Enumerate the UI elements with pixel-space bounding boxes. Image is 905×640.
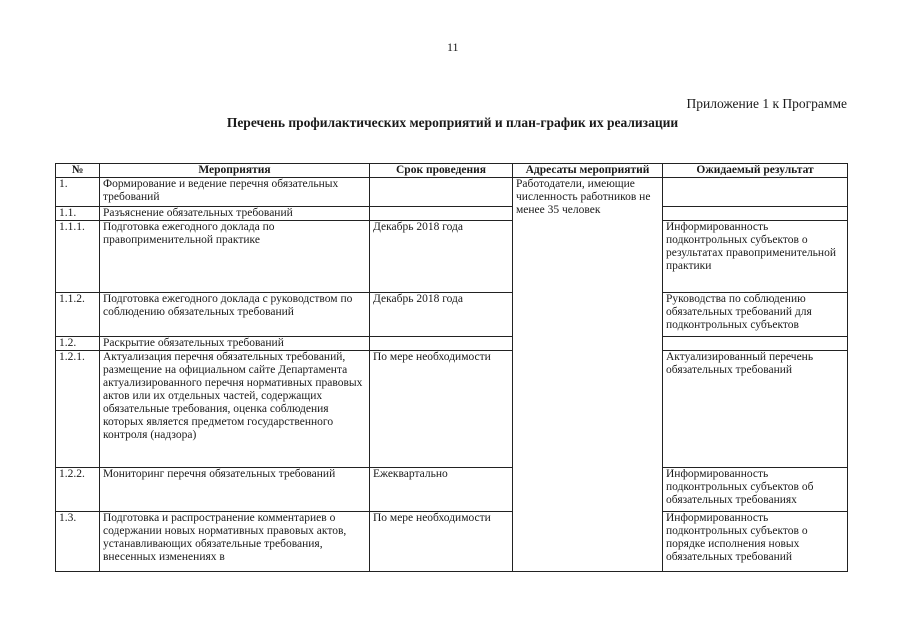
- row-activity: Подготовка ежегодного доклада по правоприменительной практике: [100, 221, 370, 293]
- row-addressees: Работодатели, имеющие численность работников не менее 35 человек: [513, 178, 663, 572]
- table-row: [56, 293, 848, 337]
- header-activity: Мероприятия: [100, 164, 370, 178]
- row-activity: Формирование и ведение перечня обязательных требований: [100, 178, 370, 207]
- table-row: [56, 351, 848, 468]
- row-result: Информированность подконтрольных субъектов об обязательных требованиях: [663, 468, 848, 512]
- row-result: Информированность подконтрольных субъектов о порядке исполнения новых обязательных требований: [663, 512, 848, 572]
- row-activity: Подготовка ежегодного доклада с руководством по соблюдению обязательных требований: [100, 293, 370, 337]
- row-activity: Разъяснение обязательных требований: [100, 207, 370, 221]
- row-number: 1.1.1.: [56, 221, 100, 293]
- row-activity: Актуализация перечня обязательных требований, размещение на официальном сайте Департамента актуализированного перечня нормативных правовых актов или их отдельных частей, содержащих обязательные требования, оценка соблюдения которых является предметом государственного контроля (надзора): [100, 351, 370, 468]
- row-term: [370, 337, 513, 351]
- table-row: [56, 207, 848, 221]
- row-number: 1.: [56, 178, 100, 207]
- table-row: [56, 337, 848, 351]
- table-row: [56, 512, 848, 572]
- row-term: По мере необходимости: [370, 512, 513, 572]
- appendix-label: Приложение 1 к Программе: [686, 96, 847, 111]
- row-result: [663, 207, 848, 221]
- page-number: 11: [447, 40, 459, 54]
- row-term: [370, 207, 513, 221]
- row-number: 1.2.1.: [56, 351, 100, 468]
- table-header-row: [56, 164, 848, 178]
- row-activity: Раскрытие обязательных требований: [100, 337, 370, 351]
- document-title: Перечень профилактических мероприятий и план-график их реализации: [226, 115, 679, 130]
- row-number: 1.1.2.: [56, 293, 100, 337]
- row-number: 1.2.: [56, 337, 100, 351]
- row-result: Актуализированный перечень обязательных требований: [663, 351, 848, 468]
- row-result: [663, 337, 848, 351]
- row-activity: Мониторинг перечня обязательных требований: [100, 468, 370, 512]
- row-number: 1.1.: [56, 207, 100, 221]
- row-number: 1.3.: [56, 512, 100, 572]
- table-row: [56, 178, 848, 207]
- table-row: [56, 221, 848, 293]
- row-result: Руководства по соблюдению обязательных требований для подконтрольных субъектов: [663, 293, 848, 337]
- row-activity: Подготовка и распространение комментариев о содержании новых нормативных правовых актов, устанавливающих обязательные требования, внесенных изменениях в: [100, 512, 370, 572]
- row-number: 1.2.2.: [56, 468, 100, 512]
- row-term: Ежеквартально: [370, 468, 513, 512]
- row-result: Информированность подконтрольных субъектов о результатах правоприменительной практики: [663, 221, 848, 293]
- table-row: [56, 468, 848, 512]
- plan-table: [55, 163, 848, 572]
- header-result: Ожидаемый результат: [663, 164, 848, 178]
- row-result: [663, 178, 848, 207]
- row-term: [370, 178, 513, 207]
- row-term: По мере необходимости: [370, 351, 513, 468]
- header-number: №: [56, 164, 100, 178]
- row-term: Декабрь 2018 года: [370, 221, 513, 293]
- row-term: Декабрь 2018 года: [370, 293, 513, 337]
- header-term: Срок проведения: [370, 164, 513, 178]
- header-addressees: Адресаты мероприятий: [513, 164, 663, 178]
